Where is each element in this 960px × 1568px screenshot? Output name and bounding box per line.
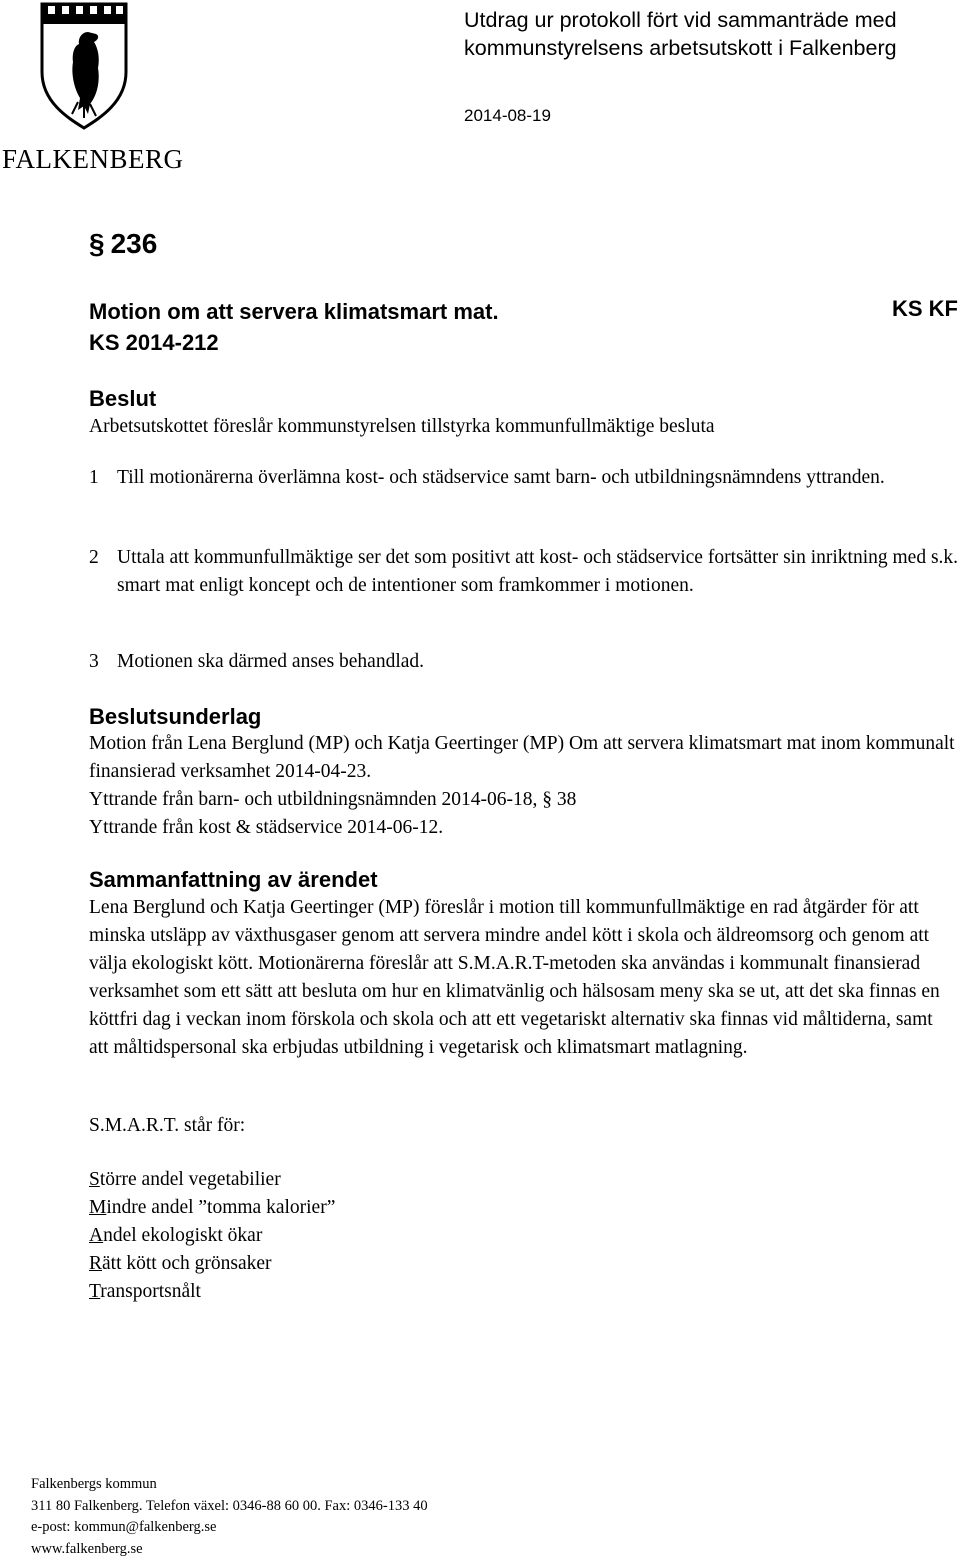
decision-item-text: Uttala att kommunfullmäktige ser det som positivt att kost- och städservice fortsätter sin inriktning med s.k. smart mat enligt koncept och de intentioner som framkommer i motionen.: [117, 547, 959, 596]
protocol-title-line-1: Utdrag ur protokoll fört vid sammanträde med: [464, 8, 897, 32]
underlag-heading: Beslutsunderlag: [89, 704, 262, 729]
decision-item: [89, 648, 959, 676]
decision-item-number: 1: [89, 467, 99, 488]
decision-item: [89, 544, 959, 600]
smart-text: ransportsnålt: [100, 1281, 201, 1302]
motion-heading: [89, 296, 499, 358]
list-item: [89, 1278, 335, 1306]
smart-text: ndel ekologiskt ökar: [103, 1225, 263, 1246]
decision-item-number: 2: [89, 547, 99, 568]
underlag-yttrande-kost: Yttrande från kost & städservice 2014-06-12.: [89, 817, 444, 838]
paragraph-number: [89, 228, 157, 260]
decision-bodies: KS KF: [892, 296, 958, 321]
decision-item-text: Till motionärerna överlämna kost- och städservice samt barn- och utbildningsnämndens yttranden.: [117, 467, 885, 488]
underlag-motion: Motion från Lena Berglund (MP) och Katja Geertinger (MP) Om att servera klimatsmart mat inom kommunalt finansierad verksamhet 2014-04-23.: [89, 733, 955, 782]
smart-text: törre andel vegetabilier: [99, 1169, 281, 1190]
underlag-yttrande-bun: [89, 786, 959, 814]
decision-item-number: 3: [89, 651, 99, 672]
beslut-intro: Arbetsutskottet föreslår kommunstyrelsen tillstyrka kommunfullmäktige besluta: [89, 416, 715, 437]
list-item: [89, 1166, 335, 1194]
footer-org: Falkenbergs kommun: [31, 1476, 157, 1492]
smart-intro: S.M.A.R.T. står för:: [89, 1115, 246, 1136]
coat-of-arms-icon: [38, 2, 130, 130]
smart-letter: S: [89, 1169, 100, 1190]
decision-item-text: Motionen ska därmed anses behandlad.: [117, 651, 425, 672]
smart-list: [89, 1166, 335, 1306]
section-number: 236: [110, 228, 158, 259]
smart-letter: A: [89, 1225, 104, 1246]
list-item: [89, 1194, 335, 1222]
list-item: [89, 1222, 335, 1250]
protocol-title: [464, 6, 897, 62]
case-reference: KS 2014-212: [89, 330, 219, 355]
summary-heading: Sammanfattning av ärendet: [89, 867, 378, 892]
smart-letter: M: [89, 1197, 107, 1218]
footer: [31, 1474, 428, 1560]
section-symbol: §: [89, 228, 105, 259]
footer-address: 311 80 Falkenberg. Telefon växel: 0346-88 60 00. Fax: 0346-133 40: [31, 1497, 428, 1514]
logo-wordmark: FALKENBERG: [2, 144, 184, 174]
summary-text: Lena Berglund och Katja Geertinger (MP) föreslår i motion till kommunfullmäktige en rad åtgärder för att minska utsläpp av växthusgaser genom att servera mindre andel kött i skola och äldreomsorg och genom att välja ekologiskt kött. Motionärerna föreslår att S.M.A.R.T-metoden ska användas i kommunalt finansierad verksamhet som ett sätt att besluta om hur en klimatvänlig och hälsosam meny ska se ut, att det ska finnas en köttfri dag i veckan inom förskola och skola och att ett vegetariskt alternativ ska finnas vid måltiderna, samt att måltidspersonal ska erbjudas utbildning i vegetarisk och klimatsmart matlagning.: [89, 897, 940, 1058]
footer-email[interactable]: e-post: kommun@falkenberg.se: [31, 1519, 217, 1535]
smart-text: ätt kött och grönsaker: [102, 1253, 272, 1274]
smart-letter: R: [89, 1253, 103, 1274]
beslut-heading: Beslut: [89, 386, 157, 411]
underlag-yttrande-bun-text: Yttrande från barn- och utbildningsnämnden 2014-06-18,: [89, 789, 538, 810]
protocol-title-line-2: kommunstyrelsens arbetsutskott i Falkenberg: [464, 36, 897, 60]
meeting-date: 2014-08-19: [464, 106, 551, 125]
decision-item: [89, 464, 959, 492]
smart-text: indre andel ”tomma kalorier”: [106, 1197, 336, 1218]
section-symbol: §: [542, 789, 553, 810]
municipality-logo: [0, 0, 184, 175]
smart-letter: T: [89, 1281, 101, 1302]
section-number: 38: [556, 789, 577, 810]
motion-title: Motion om att servera klimatsmart mat.: [89, 299, 499, 324]
list-item: [89, 1250, 335, 1278]
footer-website[interactable]: www.falkenberg.se: [31, 1540, 143, 1557]
